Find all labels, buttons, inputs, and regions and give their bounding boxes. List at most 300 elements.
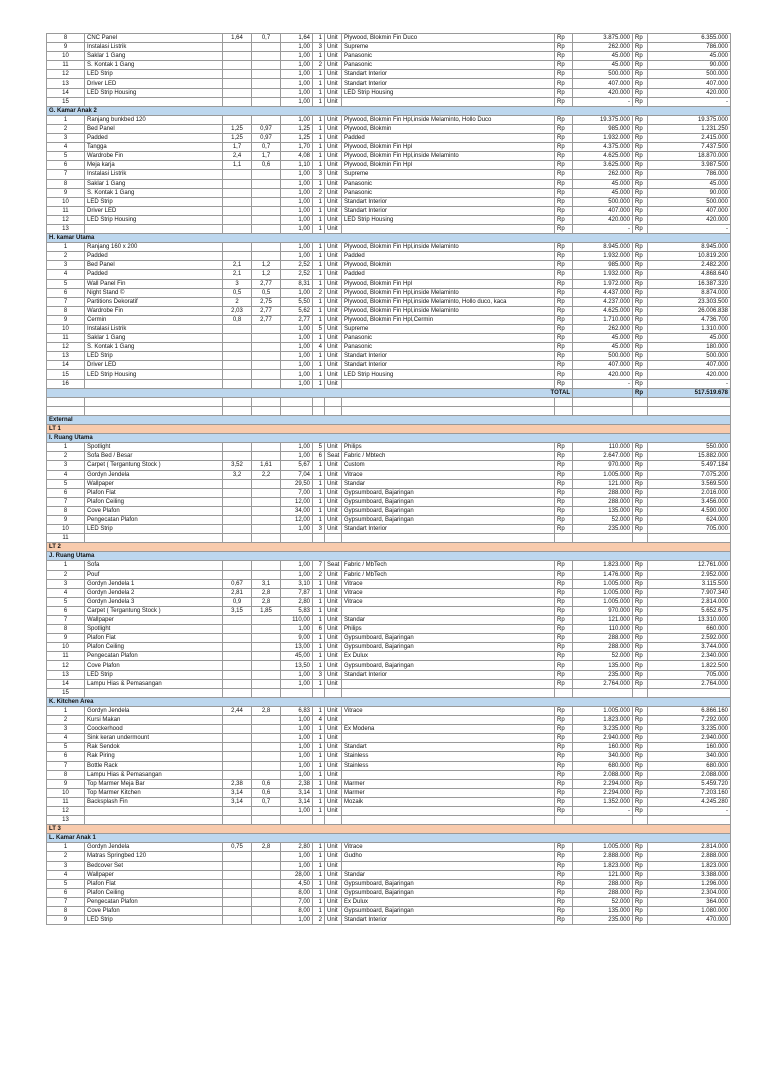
item-width [223, 170, 252, 179]
total-currency: Rp [633, 652, 648, 661]
table-row [47, 779, 731, 788]
price-currency: Rp [555, 634, 573, 643]
total-currency: Rp [633, 461, 648, 470]
item-name: Padded [85, 134, 223, 143]
item-unit: Unit [325, 306, 342, 315]
total-currency: Rp [633, 843, 648, 852]
item-unit: Unit [325, 188, 342, 197]
price-currency: Rp [555, 452, 573, 461]
item-width: 2,38 [223, 779, 252, 788]
total-currency: Rp [633, 806, 648, 815]
unit-price: 340.000 [573, 752, 633, 761]
item-area: 1,00 [281, 334, 313, 343]
item-qty: 1 [313, 907, 325, 916]
table-row [47, 861, 731, 870]
item-area: 2,80 [281, 843, 313, 852]
price-currency: Rp [555, 879, 573, 888]
item-width: 0,8 [223, 315, 252, 324]
item-unit: Unit [325, 788, 342, 797]
item-unit: Unit [325, 588, 342, 597]
item-unit: Unit [325, 270, 342, 279]
price-currency: Rp [555, 770, 573, 779]
item-name: Night Stand © [85, 288, 223, 297]
item-material: Padded [342, 270, 555, 279]
total-currency: Rp [633, 870, 648, 879]
item-area: 1,00 [281, 43, 313, 52]
table-row [47, 52, 731, 61]
unit-price: 262.000 [573, 325, 633, 334]
item-qty: 5 [313, 325, 325, 334]
item-height [252, 343, 281, 352]
item-qty: 1 [313, 734, 325, 743]
line-total: 3.987.500 [648, 161, 731, 170]
line-total: 2.415.000 [648, 134, 731, 143]
item-width [223, 206, 252, 215]
price-currency: Rp [555, 134, 573, 143]
item-number: 1 [47, 706, 85, 715]
line-total: 3.235.000 [648, 725, 731, 734]
total-currency: Rp [633, 306, 648, 315]
item-material: Mozaik [342, 797, 555, 806]
item-unit: Unit [325, 752, 342, 761]
table-row [47, 843, 731, 852]
table-row [47, 770, 731, 779]
item-number: 10 [47, 52, 85, 61]
item-qty: 6 [313, 625, 325, 634]
item-material: Gypsumboard, Bajaringan [342, 515, 555, 524]
total-currency [633, 816, 648, 825]
item-qty: 1 [313, 870, 325, 879]
item-material: Standart [342, 743, 555, 752]
item-width [223, 61, 252, 70]
line-total: - [648, 379, 731, 388]
item-area: 1,25 [281, 124, 313, 133]
item-unit [325, 816, 342, 825]
item-width: 1,64 [223, 34, 252, 43]
item-qty [313, 816, 325, 825]
price-currency: Rp [555, 315, 573, 324]
price-currency [555, 688, 573, 697]
price-currency: Rp [555, 243, 573, 252]
floor-header-row [47, 543, 731, 552]
price-currency: Rp [555, 725, 573, 734]
item-name [85, 806, 223, 815]
section-header-row [47, 415, 731, 424]
item-number: 10 [47, 643, 85, 652]
item-qty: 1 [313, 597, 325, 606]
item-height [252, 752, 281, 761]
item-number: 6 [47, 752, 85, 761]
line-total: 2.482.200 [648, 261, 731, 270]
price-currency: Rp [555, 506, 573, 515]
item-unit [325, 688, 342, 697]
table-row [47, 352, 731, 361]
item-unit: Unit [325, 143, 342, 152]
item-material: Standar [342, 616, 555, 625]
item-height [252, 688, 281, 697]
item-height [252, 52, 281, 61]
total-label: TOTAL [47, 388, 573, 397]
total-currency: Rp [633, 70, 648, 79]
item-qty: 1 [313, 197, 325, 206]
item-material: Philips [342, 625, 555, 634]
item-qty: 1 [313, 279, 325, 288]
line-total: 420.000 [648, 88, 731, 97]
item-number: 1 [47, 115, 85, 124]
item-qty: 1 [313, 606, 325, 615]
item-material: Supreme [342, 43, 555, 52]
table-row [47, 279, 731, 288]
item-unit: Unit [325, 570, 342, 579]
item-number: 11 [47, 652, 85, 661]
item-width: 0,5 [223, 288, 252, 297]
item-area: 34,00 [281, 506, 313, 515]
item-area: 9,00 [281, 634, 313, 643]
item-area: 1,00 [281, 325, 313, 334]
total-currency: Rp [633, 797, 648, 806]
item-height [252, 334, 281, 343]
line-total: 45.000 [648, 52, 731, 61]
item-area: 5,50 [281, 297, 313, 306]
item-material: Gypsumboard, Bajaringan [342, 634, 555, 643]
line-total: 10.819.200 [648, 252, 731, 261]
total-currency: Rp [633, 97, 648, 106]
price-currency: Rp [555, 43, 573, 52]
item-width [223, 370, 252, 379]
empty-cell [47, 397, 85, 406]
price-currency: Rp [555, 479, 573, 488]
unit-price: 970.000 [573, 461, 633, 470]
item-material: Standart Interior [342, 525, 555, 534]
item-material: Plywood, Blokmin Fin Hpl [342, 161, 555, 170]
item-unit: Unit [325, 761, 342, 770]
table-row [47, 224, 731, 233]
item-material [342, 861, 555, 870]
price-currency [555, 534, 573, 543]
total-currency: Rp [633, 752, 648, 761]
item-material: Standart Interior [342, 206, 555, 215]
line-total: 4.590.000 [648, 506, 731, 515]
item-number: 8 [47, 506, 85, 515]
total-currency: Rp [633, 224, 648, 233]
price-currency: Rp [555, 370, 573, 379]
table-row [47, 261, 731, 270]
total-currency: Rp [633, 206, 648, 215]
item-number: 7 [47, 170, 85, 179]
item-height: 0,97 [252, 134, 281, 143]
item-width [223, 334, 252, 343]
total-currency: Rp [633, 115, 648, 124]
line-total [648, 688, 731, 697]
item-height [252, 852, 281, 861]
total-currency [633, 688, 648, 697]
empty-cell [325, 397, 342, 406]
unit-price: 288.000 [573, 888, 633, 897]
item-width [223, 870, 252, 879]
total-currency: Rp [633, 297, 648, 306]
item-name: Bedcover Set [85, 861, 223, 870]
item-area: 1,00 [281, 679, 313, 688]
table-row [47, 179, 731, 188]
item-area: 12,00 [281, 497, 313, 506]
line-total: 5.652.675 [648, 606, 731, 615]
item-material: Vitrace [342, 843, 555, 852]
table-row [47, 197, 731, 206]
item-area: 2,52 [281, 261, 313, 270]
item-area: 13,00 [281, 643, 313, 652]
unit-price: 1.005.000 [573, 470, 633, 479]
unit-price: 121.000 [573, 479, 633, 488]
item-area: 1,00 [281, 852, 313, 861]
unit-price: 420.000 [573, 88, 633, 97]
item-unit: Unit [325, 634, 342, 643]
item-area: 1,00 [281, 61, 313, 70]
item-number: 5 [47, 479, 85, 488]
item-material: Plywood, Blokmin Fin Hpl,Cermin [342, 315, 555, 324]
item-material: Standart Interior [342, 916, 555, 925]
unit-price: 2.088.000 [573, 770, 633, 779]
item-name: Bottle Rack [85, 761, 223, 770]
price-currency: Rp [555, 625, 573, 634]
total-currency: Rp [633, 334, 648, 343]
item-unit: Unit [325, 625, 342, 634]
item-height [252, 206, 281, 215]
item-area: 1,00 [281, 743, 313, 752]
item-material: Plywood, Blokmin [342, 261, 555, 270]
item-area: 1,70 [281, 143, 313, 152]
price-currency: Rp [555, 270, 573, 279]
line-total: 12.761.000 [648, 561, 731, 570]
table-row [47, 515, 731, 524]
item-number: 5 [47, 152, 85, 161]
item-qty: 1 [313, 643, 325, 652]
item-unit: Unit [325, 79, 342, 88]
item-name: S. Kontak 1 Gang [85, 188, 223, 197]
total-currency: Rp [633, 497, 648, 506]
item-area: 1,00 [281, 561, 313, 570]
price-currency: Rp [555, 70, 573, 79]
price-currency: Rp [555, 61, 573, 70]
item-width [223, 443, 252, 452]
item-number: 3 [47, 134, 85, 143]
price-currency: Rp [555, 115, 573, 124]
item-width [223, 343, 252, 352]
item-height [252, 325, 281, 334]
price-currency: Rp [555, 797, 573, 806]
item-qty: 1 [313, 706, 325, 715]
total-currency: Rp [633, 879, 648, 888]
item-unit: Unit [325, 916, 342, 925]
table-row [47, 743, 731, 752]
item-area: 1,00 [281, 770, 313, 779]
line-total: 19.375.000 [648, 115, 731, 124]
unit-price: - [573, 379, 633, 388]
item-number: 2 [47, 716, 85, 725]
item-name: LED Strip Housing [85, 88, 223, 97]
price-currency: Rp [555, 870, 573, 879]
item-material: Standart Interior [342, 197, 555, 206]
unit-price: 45.000 [573, 52, 633, 61]
total-currency: Rp [633, 861, 648, 870]
item-unit: Unit [325, 806, 342, 815]
total-currency: Rp [633, 315, 648, 324]
item-material: Gypsumboard, Bajaringan [342, 488, 555, 497]
item-unit: Unit [325, 606, 342, 615]
line-total: 500.000 [648, 352, 731, 361]
item-height [252, 488, 281, 497]
item-name: Backsplash Fin [85, 797, 223, 806]
total-currency [633, 534, 648, 543]
item-material: Plywood, Blokmin Fin Duco [342, 34, 555, 43]
total-currency: Rp [633, 897, 648, 906]
line-total: 8.874.000 [648, 288, 731, 297]
total-currency: Rp [633, 379, 648, 388]
item-material: Vitrace [342, 588, 555, 597]
item-number: 1 [47, 561, 85, 570]
item-width [223, 761, 252, 770]
table-row [47, 643, 731, 652]
item-height [252, 379, 281, 388]
item-unit: Unit [325, 852, 342, 861]
item-qty: 1 [313, 224, 325, 233]
item-height [252, 497, 281, 506]
price-currency: Rp [555, 143, 573, 152]
item-area: 1,00 [281, 224, 313, 233]
price-currency: Rp [555, 124, 573, 133]
item-width [223, 679, 252, 688]
item-height [252, 443, 281, 452]
section-label: I. Ruang Utama [47, 434, 731, 443]
item-width [223, 88, 252, 97]
table-row [47, 734, 731, 743]
table-row [47, 597, 731, 606]
item-width [223, 224, 252, 233]
item-qty: 1 [313, 752, 325, 761]
item-width [223, 70, 252, 79]
item-unit: Unit [325, 197, 342, 206]
item-material: Panasonic [342, 52, 555, 61]
item-area: 29,50 [281, 479, 313, 488]
line-total: 2.940.000 [648, 734, 731, 743]
price-currency: Rp [555, 788, 573, 797]
empty-cell [633, 397, 648, 406]
line-total: 4.868.640 [648, 270, 731, 279]
item-material [342, 806, 555, 815]
price-currency [555, 816, 573, 825]
item-unit: Unit [325, 579, 342, 588]
item-material: Panasonic [342, 179, 555, 188]
unit-price: 1.823.000 [573, 861, 633, 870]
item-qty: 1 [313, 888, 325, 897]
item-unit: Unit [325, 261, 342, 270]
item-area: 110,00 [281, 616, 313, 625]
item-name: S. Kontak 1 Gang [85, 61, 223, 70]
item-unit: Unit [325, 206, 342, 215]
item-area: 12,00 [281, 515, 313, 524]
unit-price [573, 816, 633, 825]
line-total: 7.907.340 [648, 588, 731, 597]
price-currency: Rp [555, 179, 573, 188]
unit-price: 1.823.000 [573, 716, 633, 725]
total-currency: Rp [633, 506, 648, 515]
item-number: 2 [47, 252, 85, 261]
price-currency: Rp [555, 343, 573, 352]
item-area: 3,10 [281, 579, 313, 588]
item-number: 8 [47, 770, 85, 779]
table-row [47, 470, 731, 479]
item-area: 8,00 [281, 888, 313, 897]
unit-price: 2.940.000 [573, 734, 633, 743]
item-name: Gordyn Jendela [85, 843, 223, 852]
item-name: Rak Piring [85, 752, 223, 761]
item-number: 15 [47, 370, 85, 379]
item-width [223, 652, 252, 661]
item-qty: 1 [313, 843, 325, 852]
item-width: 2,1 [223, 270, 252, 279]
item-width: 2,03 [223, 306, 252, 315]
item-height [252, 734, 281, 743]
empty-cell [252, 397, 281, 406]
item-unit: Unit [325, 743, 342, 752]
price-currency: Rp [555, 888, 573, 897]
item-height [252, 652, 281, 661]
item-area: 3,14 [281, 797, 313, 806]
item-unit: Unit [325, 288, 342, 297]
item-qty [313, 534, 325, 543]
table-row [47, 788, 731, 797]
item-name [85, 97, 223, 106]
item-height [252, 806, 281, 815]
item-unit: Unit [325, 525, 342, 534]
item-name: Bed Panel [85, 261, 223, 270]
unit-price: 1.005.000 [573, 843, 633, 852]
table-row [47, 34, 731, 43]
item-name: LED Strip [85, 197, 223, 206]
item-qty: 1 [313, 470, 325, 479]
item-material [342, 224, 555, 233]
item-width [223, 916, 252, 925]
item-area: 1,00 [281, 179, 313, 188]
total-currency: Rp [633, 325, 648, 334]
item-number: 9 [47, 43, 85, 52]
item-number: 4 [47, 470, 85, 479]
table-row [47, 124, 731, 133]
item-number: 4 [47, 143, 85, 152]
item-number: 11 [47, 334, 85, 343]
item-name: LED Strip Housing [85, 215, 223, 224]
total-currency: Rp [633, 479, 648, 488]
item-qty: 1 [313, 215, 325, 224]
line-total: - [648, 97, 731, 106]
price-currency: Rp [555, 716, 573, 725]
item-qty: 1 [313, 70, 325, 79]
line-total: 1.080.000 [648, 907, 731, 916]
line-total: 45.000 [648, 334, 731, 343]
line-total: 90.000 [648, 61, 731, 70]
section-header-row [47, 834, 731, 843]
price-currency: Rp [555, 706, 573, 715]
table-row [47, 525, 731, 534]
table-row [47, 243, 731, 252]
item-qty: 1 [313, 306, 325, 315]
table-row [47, 579, 731, 588]
unit-price: 52.000 [573, 897, 633, 906]
item-material: Vitrace [342, 579, 555, 588]
unit-price: 407.000 [573, 361, 633, 370]
table-row [47, 306, 731, 315]
item-name: Plafon Flat [85, 634, 223, 643]
total-currency: Rp [633, 770, 648, 779]
